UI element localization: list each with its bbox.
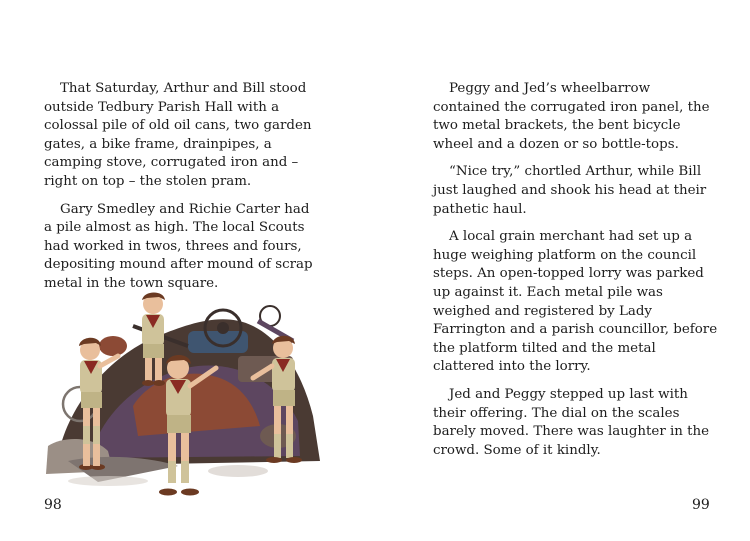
page-number-right-label: 99 (692, 497, 710, 513)
paragraph: Peggy and Jed’s wheelbarrow contained the corrugated iron panel, the two metal brackets, the bent bicycle wheel and a dozen or so bottle-tops. (433, 81, 710, 152)
paragraph: Jed and Peggy stepped up last with their offering. The dial on the scales barely moved. There was laughter in the crowd. Some of it kindly. (433, 386, 710, 458)
right-page-text (433, 80, 718, 469)
paragraph: Gary Smedley and Richie Carter had a pile almost as high. The local Scouts had worked in twos, threes and fours, depositing mound after mound of scrap metal in the town square. (44, 201, 313, 291)
left-page-text (44, 80, 314, 303)
paragraph: “Nice try,” chortled Arthur, while Bill just laughed and shook his head at their pathetic haul. (433, 164, 707, 217)
paragraph: That Saturday, Arthur and Bill stood outside Tedbury Parish Hall with a colossal pile of old oil cans, two garden gates, a bike frame, drainpipes, a camping stove, corrugated iron and – right on top – the stolen pram. (44, 81, 312, 189)
scouts-scrap-illustration (38, 286, 328, 508)
paragraph: A local grain merchant had set up a huge weighing platform on the council steps. An open-topped lorry was parked up against it. Each metal pile was weighed and registered by Lady Farrington and a parish councillor, before the platform tilted and the metal clattered into the lorry. (433, 229, 718, 375)
page-number-left: 98 (44, 497, 62, 513)
